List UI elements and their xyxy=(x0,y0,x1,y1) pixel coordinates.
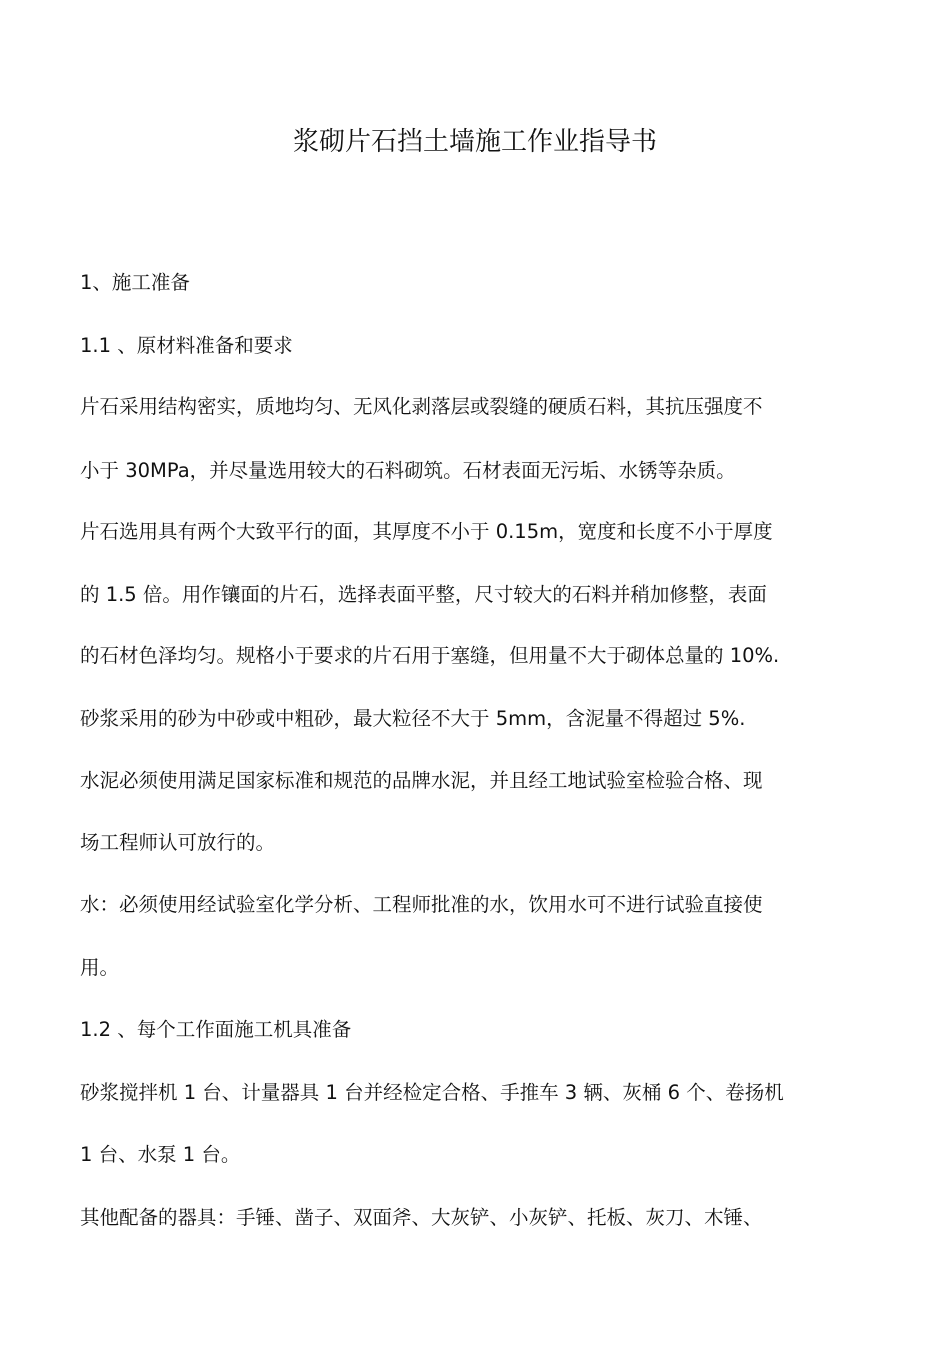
paragraph-line: 用。 xyxy=(80,956,120,979)
paragraph-line: 水泥必须使用满足国家标准和规范的品牌水泥，并且经工地试验室检验合格、现 xyxy=(80,769,763,792)
paragraph-line: 片石采用结构密实，质地均匀、无风化剥落层或裂缝的硬质石料，其抗压强度不 xyxy=(80,395,763,418)
paragraph-line: 砂浆搅拌机 1 台、计量器具 1 台并经检定合格、手推车 3 辆、灰桶 6 个、卷扬机 xyxy=(80,1081,784,1104)
document-title: 浆砌片石挡土墙施工作业指导书 xyxy=(292,127,657,157)
paragraph-line: 小于 30MPa，并尽量选用较大的石料砌筑。石材表面无污垢、水锈等杂质。 xyxy=(80,459,736,482)
section-heading-construction-preparation: 1、施工准备 xyxy=(80,271,190,294)
paragraph-line: 场工程师认可放行的。 xyxy=(80,831,276,854)
paragraph-line: 砂浆采用的砂为中砂或中粗砂，最大粒径不大于 5mm，含泥量不得超过 5%. xyxy=(80,707,746,730)
paragraph-line: 的石材色泽均匀。规格小于要求的片石用于塞缝，但用量不大于砌体总量的 10%. xyxy=(80,644,780,667)
paragraph-line: 水：必须使用经试验室化学分析、工程师批准的水，饮用水可不进行试验直接使 xyxy=(80,893,763,916)
subsection-heading-equipment: 1.2 、每个工作面施工机具准备 xyxy=(80,1018,352,1041)
paragraph-line: 片石选用具有两个大致平行的面，其厚度不小于 0.15m，宽度和长度不小于厚度 xyxy=(80,520,773,543)
paragraph-line: 其他配备的器具：手锤、凿子、双面斧、大灰铲、小灰铲、托板、灰刀、木锤、 xyxy=(80,1206,763,1229)
subsection-heading-raw-materials: 1.1 、原材料准备和要求 xyxy=(80,334,293,357)
paragraph-line: 的 1.5 倍。用作镶面的片石，选择表面平整，尺寸较大的石料并稍加修整，表面 xyxy=(80,583,767,606)
paragraph-line: 1 台、水泵 1 台。 xyxy=(80,1143,241,1166)
